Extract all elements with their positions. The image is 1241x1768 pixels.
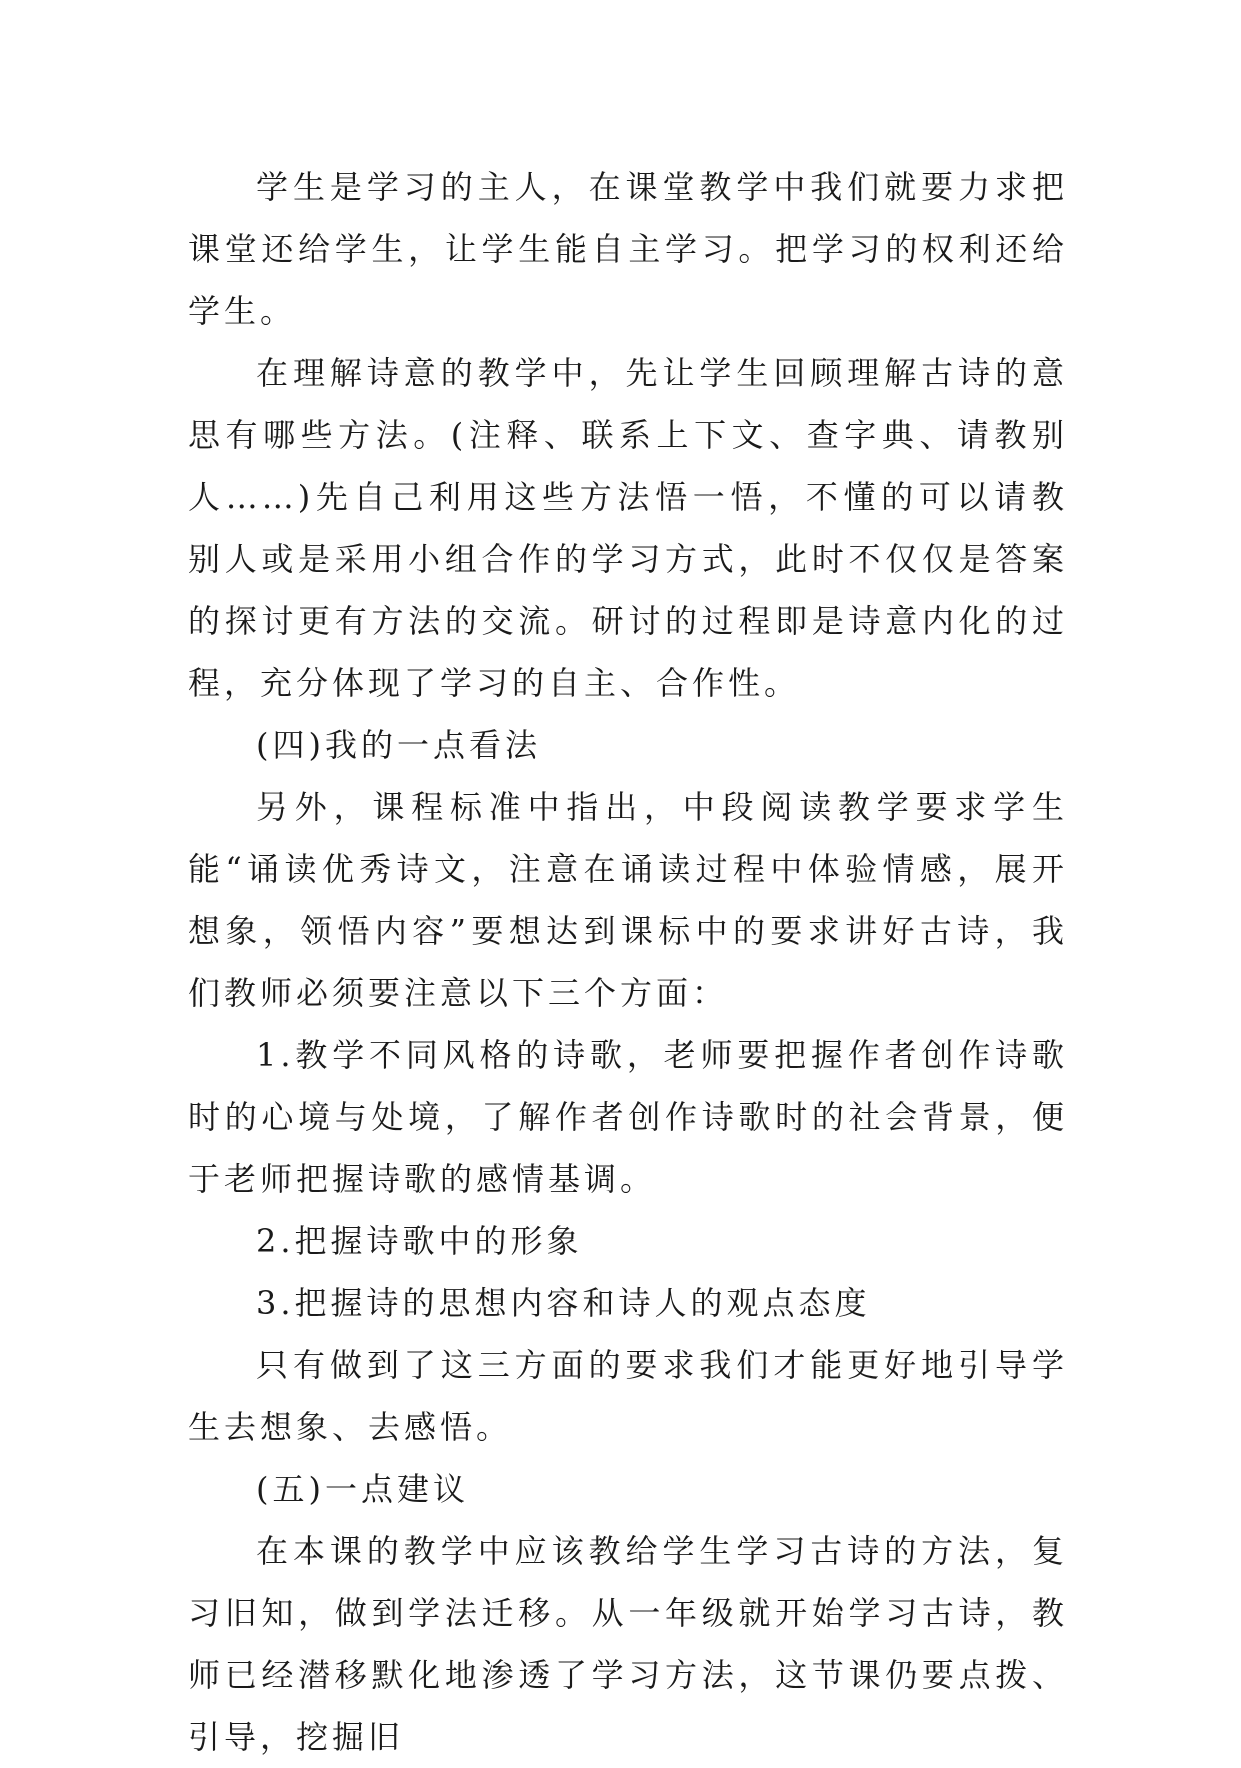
section-heading-my-view: (四)我的一点看法 (256, 726, 541, 764)
paragraph-curriculum-standard: 另外，课程标准中指出，中段阅读教学要求学生能“诵读优秀诗文，注意在诵读过程中体验情感，展开想象，领悟内容”要想达到课标中的要求讲好古诗，我们教师必须要注意以下三个方面： (188, 788, 1068, 1012)
list-item-1: 1.教学不同风格的诗歌，老师要把握作者创作诗歌时的心境与处境，了解作者创作诗歌时的社会背景，便于老师把握诗歌的感情基调。 (188, 1036, 1068, 1198)
body-text (188, 156, 1068, 1768)
paragraph-understanding-poem: 在理解诗意的教学中，先让学生回顾理解古诗的意思有哪些方法。(注释、联系上下文、查字典、请教别人……)先自己利用这些方法悟一悟，不懂的可以请教别人或是采用小组合作的学习方式，此时不仅仅是答案的探讨更有方法的交流。研讨的过程即是诗意内化的过程，充分体现了学习的自主、合作性。 (188, 354, 1068, 702)
section-heading-suggestion: (五)一点建议 (256, 1470, 469, 1508)
list-item-2: 2.把握诗歌中的形象 (256, 1222, 583, 1260)
paragraph-three-requirements: 只有做到了这三方面的要求我们才能更好地引导学生去想象、去感悟。 (188, 1346, 1068, 1446)
list-item-3: 3.把握诗的思想内容和诗人的观点态度 (256, 1284, 871, 1322)
paragraph-student-master: 学生是学习的主人，在课堂教学中我们就要力求把课堂还给学生，让学生能自主学习。把学习的权利还给学生。 (188, 168, 1068, 330)
paragraph-teaching-method: 在本课的教学中应该教给学生学习古诗的方法，复习旧知，做到学法迁移。从一年级就开始学习古诗，教师已经潜移默化地渗透了学习方法，这节课仍要点拨、引导，挖掘旧 (188, 1532, 1068, 1756)
